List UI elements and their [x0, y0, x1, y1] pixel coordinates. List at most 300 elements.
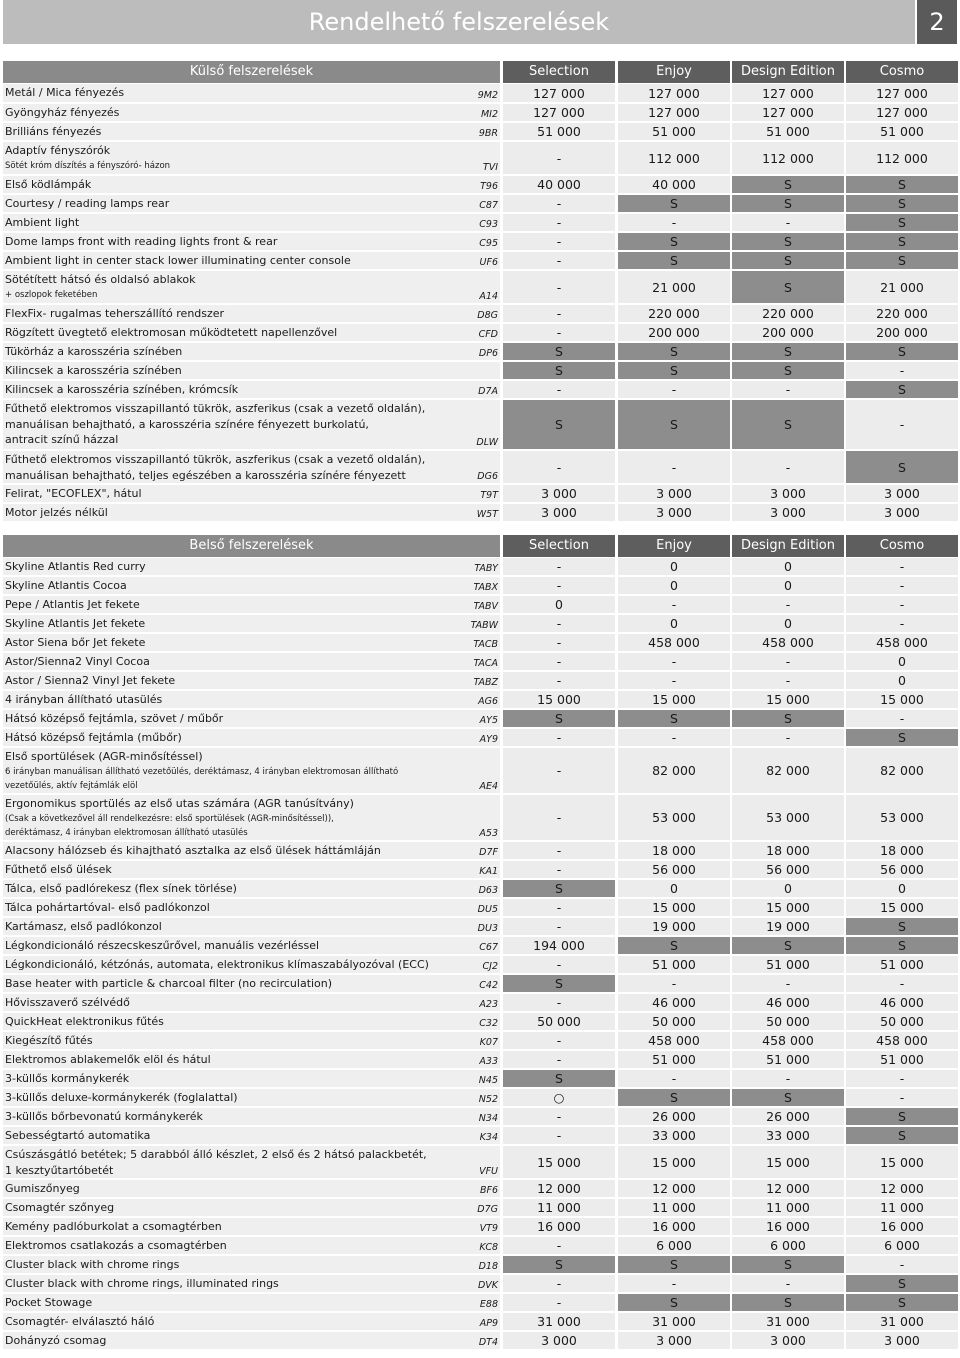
row-label-line: 3-küllős kormánykerék: [5, 1072, 130, 1085]
price-cell: -: [732, 653, 844, 670]
price-cell: -: [618, 672, 730, 689]
row-label-line: manuálisan behajtható, a karosszéria színére fényezett burkolatú,: [5, 417, 369, 431]
price-cell: -: [503, 252, 615, 269]
option-code: TABX: [471, 577, 500, 594]
section-header: [3, 61, 957, 83]
price-cell: 15 000: [618, 899, 730, 916]
table-row: [3, 841, 957, 860]
price-cell: S: [732, 233, 844, 250]
row-label: [3, 1070, 471, 1087]
row-label: [3, 975, 471, 992]
price-cell: -: [732, 214, 844, 231]
price-cell: S: [503, 362, 615, 379]
price-cell: S: [846, 1275, 958, 1292]
table-row: [3, 103, 957, 122]
price-cell: 16 000: [732, 1218, 844, 1235]
price-cell: S: [732, 400, 844, 449]
row-label: [3, 558, 471, 575]
option-code: E88: [471, 1294, 500, 1311]
price-cell: 33 000: [732, 1127, 844, 1144]
row-label-line: Fűthető elektromos visszapillantó tükrök, aszferikus (csak a vezető oldalán),: [5, 402, 426, 415]
price-cell: 51 000: [618, 1051, 730, 1068]
row-label: [3, 195, 471, 212]
price-cell: S: [846, 233, 958, 250]
price-cell: S: [732, 343, 844, 360]
option-code: T96: [471, 176, 500, 193]
row-label-line: Tükörház a karosszéria színében: [5, 345, 183, 358]
price-cell: -: [503, 142, 615, 174]
price-cell: 3 000: [503, 1332, 615, 1349]
price-cell: -: [618, 214, 730, 231]
row-label-line: Astor / Sienna2 Vinyl Jet fekete: [5, 674, 176, 687]
option-code: TACA: [471, 653, 500, 670]
price-cell: -: [732, 1070, 844, 1087]
row-label-line: Gyöngyház fényezés: [5, 106, 120, 119]
table-row: [3, 1050, 957, 1069]
price-cell: 21 000: [846, 271, 958, 303]
price-cell: S: [618, 1089, 730, 1106]
table-row: [3, 1031, 957, 1050]
price-cell: S: [846, 729, 958, 746]
row-label: [3, 937, 471, 954]
option-code: T9T: [471, 485, 500, 502]
row-label-line: Első ködlámpák: [5, 178, 92, 191]
price-cell: S: [846, 343, 958, 360]
price-cell: -: [732, 975, 844, 992]
price-cell: 53 000: [846, 795, 958, 840]
row-label: [3, 123, 471, 140]
table-row: [3, 1331, 957, 1350]
row-label-line: Első sportülések (AGR-minősítéssel): [5, 750, 203, 763]
price-cell: -: [503, 233, 615, 250]
row-label-line: Hátsó középső fejtámla (műbőr): [5, 731, 182, 744]
price-cell: 127 000: [618, 84, 730, 102]
row-label-line: Hátsó középső fejtámla, szövet / műbőr: [5, 712, 224, 725]
row-label-line: Csomagtér- elválasztó háló: [5, 1315, 155, 1328]
price-cell: S: [503, 880, 615, 897]
price-cell: -: [503, 1127, 615, 1144]
row-label-line: 1 kesztyűtartóbetét: [5, 1163, 114, 1177]
table-row: [3, 747, 957, 794]
price-cell: 194 000: [503, 937, 615, 954]
row-label-line: Elektromos csatlakozás a csomagtérben: [5, 1239, 227, 1252]
option-code: W5T: [471, 504, 500, 521]
row-label: [3, 1313, 471, 1330]
price-cell: S: [618, 343, 730, 360]
price-cell: 33 000: [618, 1127, 730, 1144]
row-label: [3, 214, 471, 231]
price-cell: 15 000: [846, 1146, 958, 1178]
row-label: [3, 142, 471, 174]
option-code: CJ2: [471, 956, 500, 973]
option-code: C87: [471, 195, 500, 212]
row-label: [3, 1051, 471, 1068]
option-code: C42: [471, 975, 500, 992]
table-row: [3, 690, 957, 709]
row-label: [3, 233, 471, 250]
price-cell: -: [732, 672, 844, 689]
price-cell: -: [846, 1070, 958, 1087]
row-label-line: Astor/Sienna2 Vinyl Cocoa: [5, 655, 150, 668]
row-label-line: FlexFix- rugalmas teherszállító rendszer: [5, 307, 225, 320]
price-cell: 56 000: [732, 861, 844, 878]
table-row: [3, 399, 957, 450]
price-cell: 15 000: [846, 899, 958, 916]
table-row: [3, 936, 957, 955]
table-row: [3, 879, 957, 898]
price-cell: -: [503, 672, 615, 689]
row-label-line: Adaptív fényszórók: [5, 144, 111, 157]
row-label-line: Légkondicionáló részecskeszűrővel, manuális vezérléssel: [5, 939, 320, 952]
option-code: K07: [471, 1032, 500, 1049]
table-row: [3, 1312, 957, 1331]
row-label-line: Tálca pohártartóval- első padlókonzol: [5, 901, 210, 914]
price-cell: -: [732, 381, 844, 398]
row-label: [3, 748, 471, 793]
option-code: C93: [471, 214, 500, 231]
option-code: KA1: [471, 861, 500, 878]
price-cell: S: [732, 1294, 844, 1311]
option-code: K34: [471, 1127, 500, 1144]
row-label: [3, 1108, 471, 1125]
row-label-line: antracit színű házzal: [5, 433, 119, 446]
option-code: [471, 362, 500, 379]
option-code: D7G: [471, 1199, 500, 1216]
price-cell: S: [732, 1256, 844, 1273]
price-cell: 51 000: [732, 1051, 844, 1068]
row-label-line: 4 irányban állítható utasülés: [5, 693, 163, 706]
price-cell: 26 000: [732, 1108, 844, 1125]
price-cell: 3 000: [846, 485, 958, 502]
option-code: A23: [471, 994, 500, 1011]
row-label: [3, 1180, 471, 1197]
price-cell: 0: [846, 653, 958, 670]
price-cell: 200 000: [846, 324, 958, 341]
price-cell: S: [618, 400, 730, 449]
table-row: [3, 794, 957, 841]
row-label-line: Astor Siena bőr Jet fekete: [5, 636, 146, 649]
price-cell: 50 000: [846, 1013, 958, 1030]
price-cell: -: [846, 577, 958, 594]
row-label-line: 3-küllős deluxe-kormánykerék (foglalattal): [5, 1091, 238, 1104]
price-cell: 458 000: [618, 634, 730, 651]
price-cell: ○: [503, 1089, 615, 1106]
price-cell: -: [503, 634, 615, 651]
row-label-note: (Csak a következővel áll rendelkezésre: első sportülések (AGR-minősítéssel)),: [5, 813, 334, 824]
price-cell: 31 000: [503, 1313, 615, 1330]
price-cell: 51 000: [618, 956, 730, 973]
row-label: [3, 362, 471, 379]
interior-equipment-section: [3, 535, 957, 1350]
row-label-note: 6 irányban manuálisan állítható vezetőülés, deréktámasz, 4 irányban elektromosan állítható: [5, 766, 399, 777]
price-cell: 0: [846, 672, 958, 689]
price-cell: 6 000: [732, 1237, 844, 1254]
price-cell: 51 000: [846, 123, 958, 140]
price-cell: -: [732, 729, 844, 746]
price-cell: 3 000: [618, 1332, 730, 1349]
price-cell: -: [503, 1051, 615, 1068]
price-cell: -: [846, 558, 958, 575]
price-cell: -: [732, 1275, 844, 1292]
price-cell: -: [503, 324, 615, 341]
price-cell: S: [846, 214, 958, 231]
price-cell: 3 000: [846, 1332, 958, 1349]
option-code: DLW: [471, 400, 500, 449]
price-cell: 3 000: [846, 504, 958, 521]
option-code: D63: [471, 880, 500, 897]
price-cell: 15 000: [732, 1146, 844, 1178]
price-cell: 40 000: [503, 176, 615, 193]
price-cell: -: [846, 596, 958, 613]
column-header: Design Edition: [732, 535, 844, 557]
price-cell: 18 000: [618, 842, 730, 859]
price-cell: 11 000: [618, 1199, 730, 1216]
price-cell: S: [732, 362, 844, 379]
price-cell: -: [618, 381, 730, 398]
price-cell: 11 000: [732, 1199, 844, 1216]
row-label: [3, 596, 471, 613]
row-label-line: manuálisan behajtható, teljes egészében a karosszéria színére fényezett: [5, 468, 406, 482]
row-label-line: Pepe / Atlantis Jet fekete: [5, 598, 140, 611]
price-cell: -: [846, 1256, 958, 1273]
column-header: Enjoy: [618, 535, 730, 557]
row-label: [3, 104, 471, 121]
price-cell: 458 000: [846, 634, 958, 651]
price-cell: S: [846, 1127, 958, 1144]
row-label: [3, 899, 471, 916]
price-cell: -: [846, 400, 958, 449]
price-cell: 0: [618, 880, 730, 897]
price-cell: 21 000: [618, 271, 730, 303]
price-cell: 112 000: [618, 142, 730, 174]
price-cell: 3 000: [732, 504, 844, 521]
row-label: [3, 1127, 471, 1144]
row-label: [3, 381, 471, 398]
price-cell: S: [503, 710, 615, 727]
option-code: A53: [471, 795, 500, 840]
section-header: [3, 535, 957, 557]
option-code: D8G: [471, 305, 500, 322]
price-cell: 127 000: [846, 104, 958, 121]
price-cell: -: [503, 1108, 615, 1125]
table-row: [3, 141, 957, 175]
table-row: [3, 380, 957, 399]
option-code: TABW: [471, 615, 500, 632]
price-cell: -: [618, 451, 730, 483]
price-cell: -: [846, 1089, 958, 1106]
price-cell: 220 000: [846, 305, 958, 322]
row-label: [3, 710, 471, 727]
option-code: 9M2: [471, 84, 500, 102]
price-cell: 31 000: [846, 1313, 958, 1330]
price-cell: -: [503, 956, 615, 973]
row-label-line: Cluster black with chrome rings, illuminated rings: [5, 1277, 279, 1290]
option-code: 9BR: [471, 123, 500, 140]
column-header: Enjoy: [618, 61, 730, 83]
row-label: [3, 176, 471, 193]
table-row: [3, 917, 957, 936]
option-code: AG6: [471, 691, 500, 708]
option-code: TABZ: [471, 672, 500, 689]
price-cell: 0: [618, 558, 730, 575]
row-label: [3, 1032, 471, 1049]
table-row: [3, 898, 957, 917]
column-header: Selection: [503, 535, 615, 557]
option-code: DU5: [471, 899, 500, 916]
page-title: Rendelhető felszerelések: [3, 0, 915, 44]
option-code: DVK: [471, 1275, 500, 1292]
price-cell: 3 000: [618, 504, 730, 521]
price-cell: 51 000: [846, 956, 958, 973]
column-header: Cosmo: [846, 535, 958, 557]
price-cell: 15 000: [503, 691, 615, 708]
price-cell: 127 000: [503, 84, 615, 102]
table-row: [3, 728, 957, 747]
page-banner: [3, 0, 957, 44]
table-row: [3, 576, 957, 595]
price-cell: 127 000: [732, 84, 844, 102]
row-label: [3, 994, 471, 1011]
price-cell: S: [618, 195, 730, 212]
price-cell: 26 000: [618, 1108, 730, 1125]
price-cell: -: [846, 975, 958, 992]
row-label: [3, 861, 471, 878]
table-row: [3, 1293, 957, 1312]
option-code: C67: [471, 937, 500, 954]
price-cell: 18 000: [732, 842, 844, 859]
row-label-line: Kartámasz, első padlókonzol: [5, 920, 162, 933]
row-label-line: Fűthető elektromos visszapillantó tükrök, aszferikus (csak a vezető oldalán),: [5, 453, 426, 466]
option-code: MI2: [471, 104, 500, 121]
table-row: [3, 450, 957, 484]
price-cell: 0: [732, 558, 844, 575]
row-label-line: Elektromos ablakemelők elöl és hátul: [5, 1053, 211, 1066]
price-cell: S: [846, 1294, 958, 1311]
price-cell: -: [503, 1032, 615, 1049]
section-title: Belső felszerelések: [3, 535, 500, 557]
row-label-line: Felirat, "ECOFLEX", hátul: [5, 487, 142, 500]
row-label: [3, 485, 471, 502]
row-label-line: Fűthető első ülések: [5, 863, 112, 876]
table-row: [3, 1088, 957, 1107]
row-label-line: Ambient light: [5, 216, 80, 229]
price-cell: 50 000: [503, 1013, 615, 1030]
price-cell: -: [618, 975, 730, 992]
price-cell: S: [503, 343, 615, 360]
row-label: [3, 795, 471, 840]
price-cell: S: [846, 1108, 958, 1125]
price-cell: 3 000: [503, 485, 615, 502]
section-title: Külső felszerelések: [3, 61, 500, 83]
option-code: D7A: [471, 381, 500, 398]
price-cell: S: [618, 1256, 730, 1273]
table-row: [3, 1179, 957, 1198]
table-row: [3, 955, 957, 974]
price-cell: -: [732, 451, 844, 483]
price-cell: S: [618, 710, 730, 727]
option-code: DU3: [471, 918, 500, 935]
price-cell: -: [503, 842, 615, 859]
row-label-line: Kiegészítő fűtés: [5, 1034, 93, 1047]
price-cell: -: [503, 214, 615, 231]
row-label: [3, 271, 471, 303]
row-label-line: Kilincsek a karosszéria színében: [5, 364, 182, 377]
price-cell: -: [503, 381, 615, 398]
price-cell: 6 000: [846, 1237, 958, 1254]
price-cell: 16 000: [503, 1218, 615, 1235]
price-cell: S: [732, 710, 844, 727]
price-cell: 46 000: [732, 994, 844, 1011]
row-label: [3, 1256, 471, 1273]
option-code: TABV: [471, 596, 500, 613]
option-code: C95: [471, 233, 500, 250]
exterior-equipment-section: [3, 61, 957, 522]
price-cell: 82 000: [846, 748, 958, 793]
price-cell: -: [503, 795, 615, 840]
price-cell: -: [503, 899, 615, 916]
price-cell: S: [503, 975, 615, 992]
table-row: [3, 1198, 957, 1217]
table-row: [3, 361, 957, 380]
price-cell: -: [503, 653, 615, 670]
option-code: AY9: [471, 729, 500, 746]
price-cell: -: [503, 305, 615, 322]
table-row: [3, 342, 957, 361]
price-cell: S: [732, 195, 844, 212]
row-label-line: Csomagtér szőnyeg: [5, 1201, 115, 1214]
option-code: D7F: [471, 842, 500, 859]
row-label-line: Alacsony hálózseb és kihajtható asztalka az első ülések háttámláján: [5, 844, 381, 857]
option-code: AP9: [471, 1313, 500, 1330]
option-code: A14: [471, 271, 500, 303]
price-cell: S: [846, 176, 958, 193]
row-label: [3, 1013, 471, 1030]
option-code: N34: [471, 1108, 500, 1125]
option-code: BF6: [471, 1180, 500, 1197]
table-row: [3, 974, 957, 993]
price-cell: 56 000: [846, 861, 958, 878]
price-cell: 458 000: [618, 1032, 730, 1049]
option-code: VFU: [471, 1146, 500, 1178]
row-label: [3, 1237, 471, 1254]
price-cell: 3 000: [732, 1332, 844, 1349]
price-cell: -: [503, 729, 615, 746]
table-row: [3, 251, 957, 270]
row-label-line: Sebességtartó automatika: [5, 1129, 151, 1142]
table-row: [3, 993, 957, 1012]
price-cell: 3 000: [618, 485, 730, 502]
table-row: [3, 671, 957, 690]
price-cell: -: [503, 1294, 615, 1311]
price-cell: -: [503, 558, 615, 575]
price-cell: -: [503, 577, 615, 594]
row-label-line: Base heater with particle & charcoal filter (no recirculation): [5, 977, 333, 990]
price-cell: -: [618, 596, 730, 613]
price-cell: 0: [618, 615, 730, 632]
price-cell: -: [503, 1237, 615, 1254]
price-cell: 12 000: [846, 1180, 958, 1197]
price-cell: 200 000: [732, 324, 844, 341]
row-label-line: Skyline Atlantis Jet fekete: [5, 617, 146, 630]
table-row: [3, 1069, 957, 1088]
option-code: VT9: [471, 1218, 500, 1235]
price-cell: -: [618, 1275, 730, 1292]
row-label-line: Sötétített hátsó és oldalsó ablakok: [5, 273, 196, 286]
price-cell: -: [503, 861, 615, 878]
price-cell: S: [846, 918, 958, 935]
row-label-note: + oszlopok feketében: [5, 289, 98, 300]
price-cell: 56 000: [618, 861, 730, 878]
